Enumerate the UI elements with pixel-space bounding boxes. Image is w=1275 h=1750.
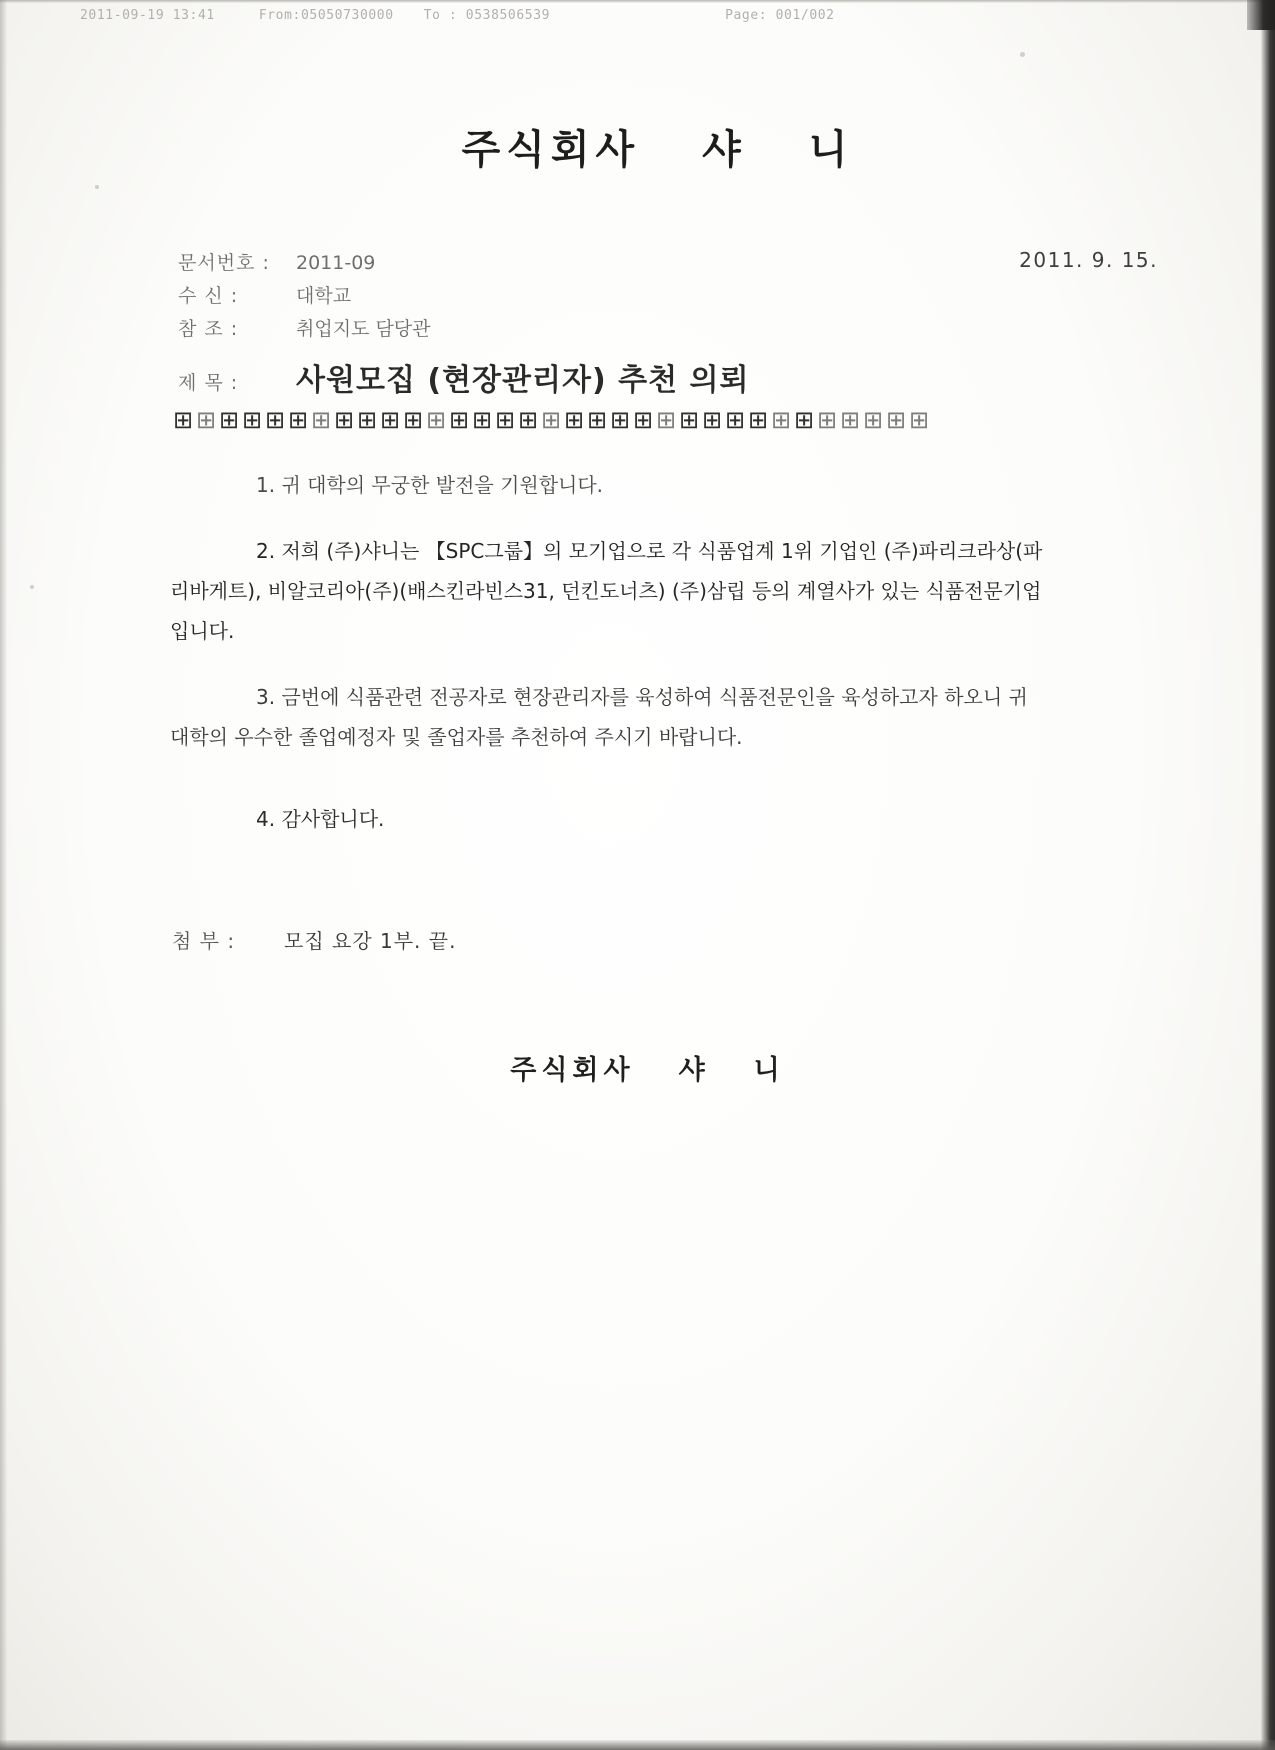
separator-glyph: ⊞ [816, 406, 839, 434]
signature-company-name [0, 1048, 1275, 1087]
separator-glyph: ⊞ [264, 406, 287, 434]
document-meta-block [178, 248, 1158, 347]
meta-row-doc-number [178, 248, 1158, 281]
separator-glyph: ⊞ [310, 406, 333, 434]
meta-label-recipient: 수 신 : [178, 285, 239, 307]
fax-header-line [80, 8, 1180, 23]
separator-glyph: ⊞ [655, 406, 678, 434]
separator-glyph: ⊞ [678, 406, 701, 434]
fax-date: 2011-09-19 13:41 [80, 8, 215, 23]
meta-label-doc-number: 문서번호 : [178, 252, 270, 274]
scan-speck [30, 585, 34, 589]
document-body [170, 465, 1050, 865]
attachment-value: 모집 요강 1부. 끝. [284, 929, 457, 953]
separator-glyph: ⊞ [448, 406, 471, 434]
separator-glyph: ⊞ [218, 406, 241, 434]
separator-glyph: ⊞ [356, 406, 379, 434]
separator-glyph: ⊞ [770, 406, 793, 434]
separator-glyph-row [172, 408, 1052, 432]
signature-left: 주식회사 [510, 1055, 635, 1086]
paragraph-3 [170, 677, 1050, 757]
subject-label: 제 목 : [178, 372, 239, 394]
scan-speck [1020, 52, 1025, 57]
subject-row [178, 355, 750, 399]
company-title-left: 주식회사 [461, 127, 641, 173]
separator-glyph: ⊞ [379, 406, 402, 434]
fax-from: From:05050730000 [258, 8, 394, 23]
separator-glyph: ⊞ [471, 406, 494, 434]
paragraph-4 [170, 799, 1050, 839]
separator-glyph: ⊞ [517, 406, 540, 434]
paragraph-4-text: 4. 감사합니다. [256, 807, 385, 831]
separator-glyph: ⊞ [839, 406, 862, 434]
separator-glyph: ⊞ [701, 406, 724, 434]
separator-glyph: ⊞ [862, 406, 885, 434]
separator-glyph: ⊞ [195, 406, 218, 434]
separator-glyph: ⊞ [402, 406, 425, 434]
paragraph-3-text: 3. 금번에 식품관련 전공자로 현장관리자를 육성하여 식품전문인을 육성하고자 하오니 귀 대학의 우수한 졸업예정자 및 졸업자를 추천하여 주시기 바랍니다. [170, 685, 1028, 749]
separator-glyph: ⊞ [333, 406, 356, 434]
fax-to: To : 0538506539 [423, 8, 551, 23]
separator-glyph: ⊞ [586, 406, 609, 434]
separator-glyph: ⊞ [632, 406, 655, 434]
attachment-row [172, 925, 456, 954]
paragraph-1-text: 1. 귀 대학의 무궁한 발전을 기원합니다. [256, 473, 604, 497]
paragraph-2-text: 2. 저희 (주)샤니는 【SPC그룹】의 모기업으로 각 식품업계 1위 기업인 (주)파리크라상(파리바게트), 비알코리아(주)(배스킨라빈스31, 던킨도너츠) (주)삼립 등의 계열사가 있는 식품전문기업입니다. [170, 539, 1043, 643]
company-title-mid: 샤 [702, 127, 747, 173]
fax-page: Page: 001/002 [725, 8, 835, 23]
separator-glyph: ⊞ [172, 406, 195, 434]
subject-text: 사원모집 (현장관리자) 추천 의뢰 [296, 363, 750, 398]
meta-value-recipient: 대학교 [296, 285, 352, 307]
scan-edge-top [0, 0, 1275, 3]
separator-glyph: ⊞ [287, 406, 310, 434]
scan-edge-corner [1247, 0, 1275, 30]
document-date: 2011. 9. 15. [1019, 248, 1158, 272]
separator-glyph: ⊞ [540, 406, 563, 434]
separator-glyph: ⊞ [563, 406, 586, 434]
separator-glyph: ⊞ [908, 406, 931, 434]
separator-glyph: ⊞ [724, 406, 747, 434]
scan-edge-right [1261, 0, 1275, 1750]
meta-row-recipient [178, 281, 1158, 314]
signature-right: 니 [753, 1055, 785, 1086]
company-title [0, 118, 1275, 175]
separator-glyph: ⊞ [425, 406, 448, 434]
separator-glyph: ⊞ [494, 406, 517, 434]
company-title-right: 니 [808, 127, 854, 173]
separator-glyph: ⊞ [747, 406, 770, 434]
paragraph-1 [170, 465, 1050, 505]
signature-mid: 샤 [678, 1055, 710, 1086]
scan-speck [95, 185, 99, 189]
separator-glyph: ⊞ [609, 406, 632, 434]
paragraph-2 [170, 531, 1050, 651]
separator-glyph: ⊞ [241, 406, 264, 434]
meta-value-reference: 취업지도 담당관 [296, 318, 431, 340]
meta-label-reference: 참 조 : [178, 318, 239, 340]
scan-edge-left [0, 0, 7, 1750]
meta-value-doc-number: 2011-09 [296, 252, 376, 274]
attachment-label: 첨 부 : [172, 929, 236, 953]
separator-glyph: ⊞ [885, 406, 908, 434]
meta-row-reference [178, 314, 1158, 347]
scan-edge-bottom [0, 1740, 1275, 1750]
separator-glyph: ⊞ [793, 406, 816, 434]
